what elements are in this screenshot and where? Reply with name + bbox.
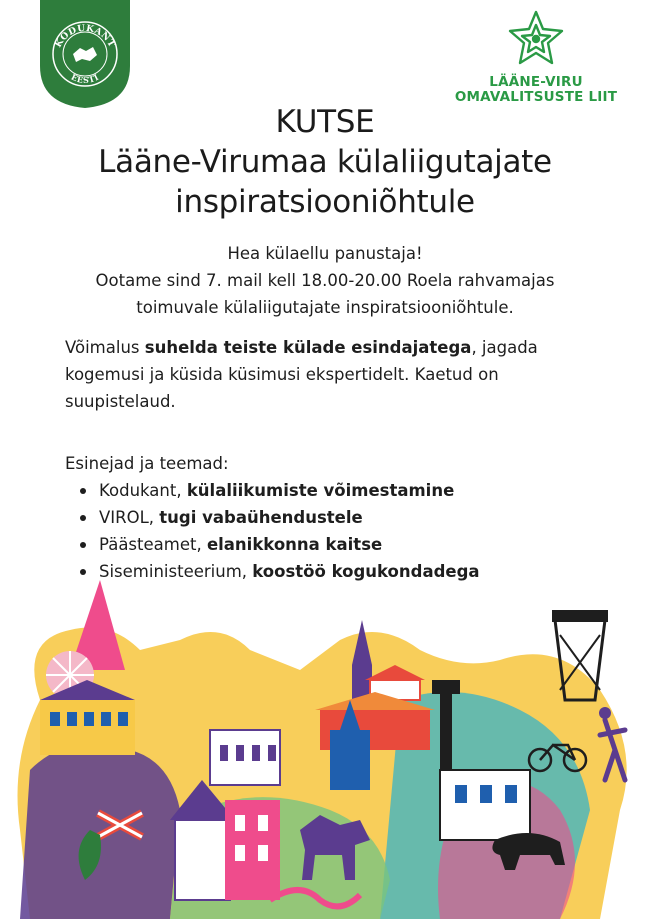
virol-logo-line1: LÄÄNE-VIRU — [489, 74, 583, 90]
bullet-icon — [80, 569, 86, 575]
virol-star-icon — [506, 10, 566, 68]
paragraph-line1: Võimalus suhelda teiste külade esindajatega, jagada — [65, 338, 538, 357]
kodukant-logo-text-top: KODUKANT — [53, 23, 117, 50]
kodukant-logo — [40, 0, 130, 108]
town-illustration — [0, 580, 650, 919]
bullet-icon — [80, 488, 86, 494]
virol-logo-line2: OMAVALITSUSTE LIIT — [454, 89, 618, 105]
greeting-line2: Ootame sind 7. mail kell 18.00-20.00 Roela rahvamajas — [95, 271, 555, 290]
list-item: Päästeamet, elanikkonna kaitse — [80, 534, 382, 556]
paragraph-line3: suupistelaud. — [65, 392, 176, 411]
virol-logo — [446, 10, 626, 105]
list-item: Kodukant, külaliikumiste võimestamine — [80, 480, 454, 502]
kodukant-logo-text-bottom: EESTI — [69, 71, 101, 85]
page-title-line3: inspiratsiooniõhtule — [175, 184, 475, 220]
bullet-icon — [80, 515, 86, 521]
greeting-line3: toimuvale külaliigutajate inspiratsiooniõhtule. — [136, 298, 514, 317]
paragraph-line2: kogemusi ja küsida küsimusi ekspertidelt. Kaetud on — [65, 365, 499, 384]
svg-text:EESTI — [70, 72, 101, 85]
list-item: Siseministeerium, koostöö kogukondadega — [80, 561, 480, 583]
list-item: VIROL, tugi vabaühendustele — [80, 507, 363, 529]
page-title-line2: Lääne-Virumaa külaliigutajate — [98, 144, 552, 180]
greeting-line1: Hea külaellu panustaja! — [227, 244, 423, 263]
bullet-icon — [80, 542, 86, 548]
svg-text:KODUKANT — [54, 24, 117, 50]
speakers-heading: Esinejad ja teemad: — [65, 454, 229, 473]
page-title-kutse: KUTSE — [275, 104, 375, 140]
